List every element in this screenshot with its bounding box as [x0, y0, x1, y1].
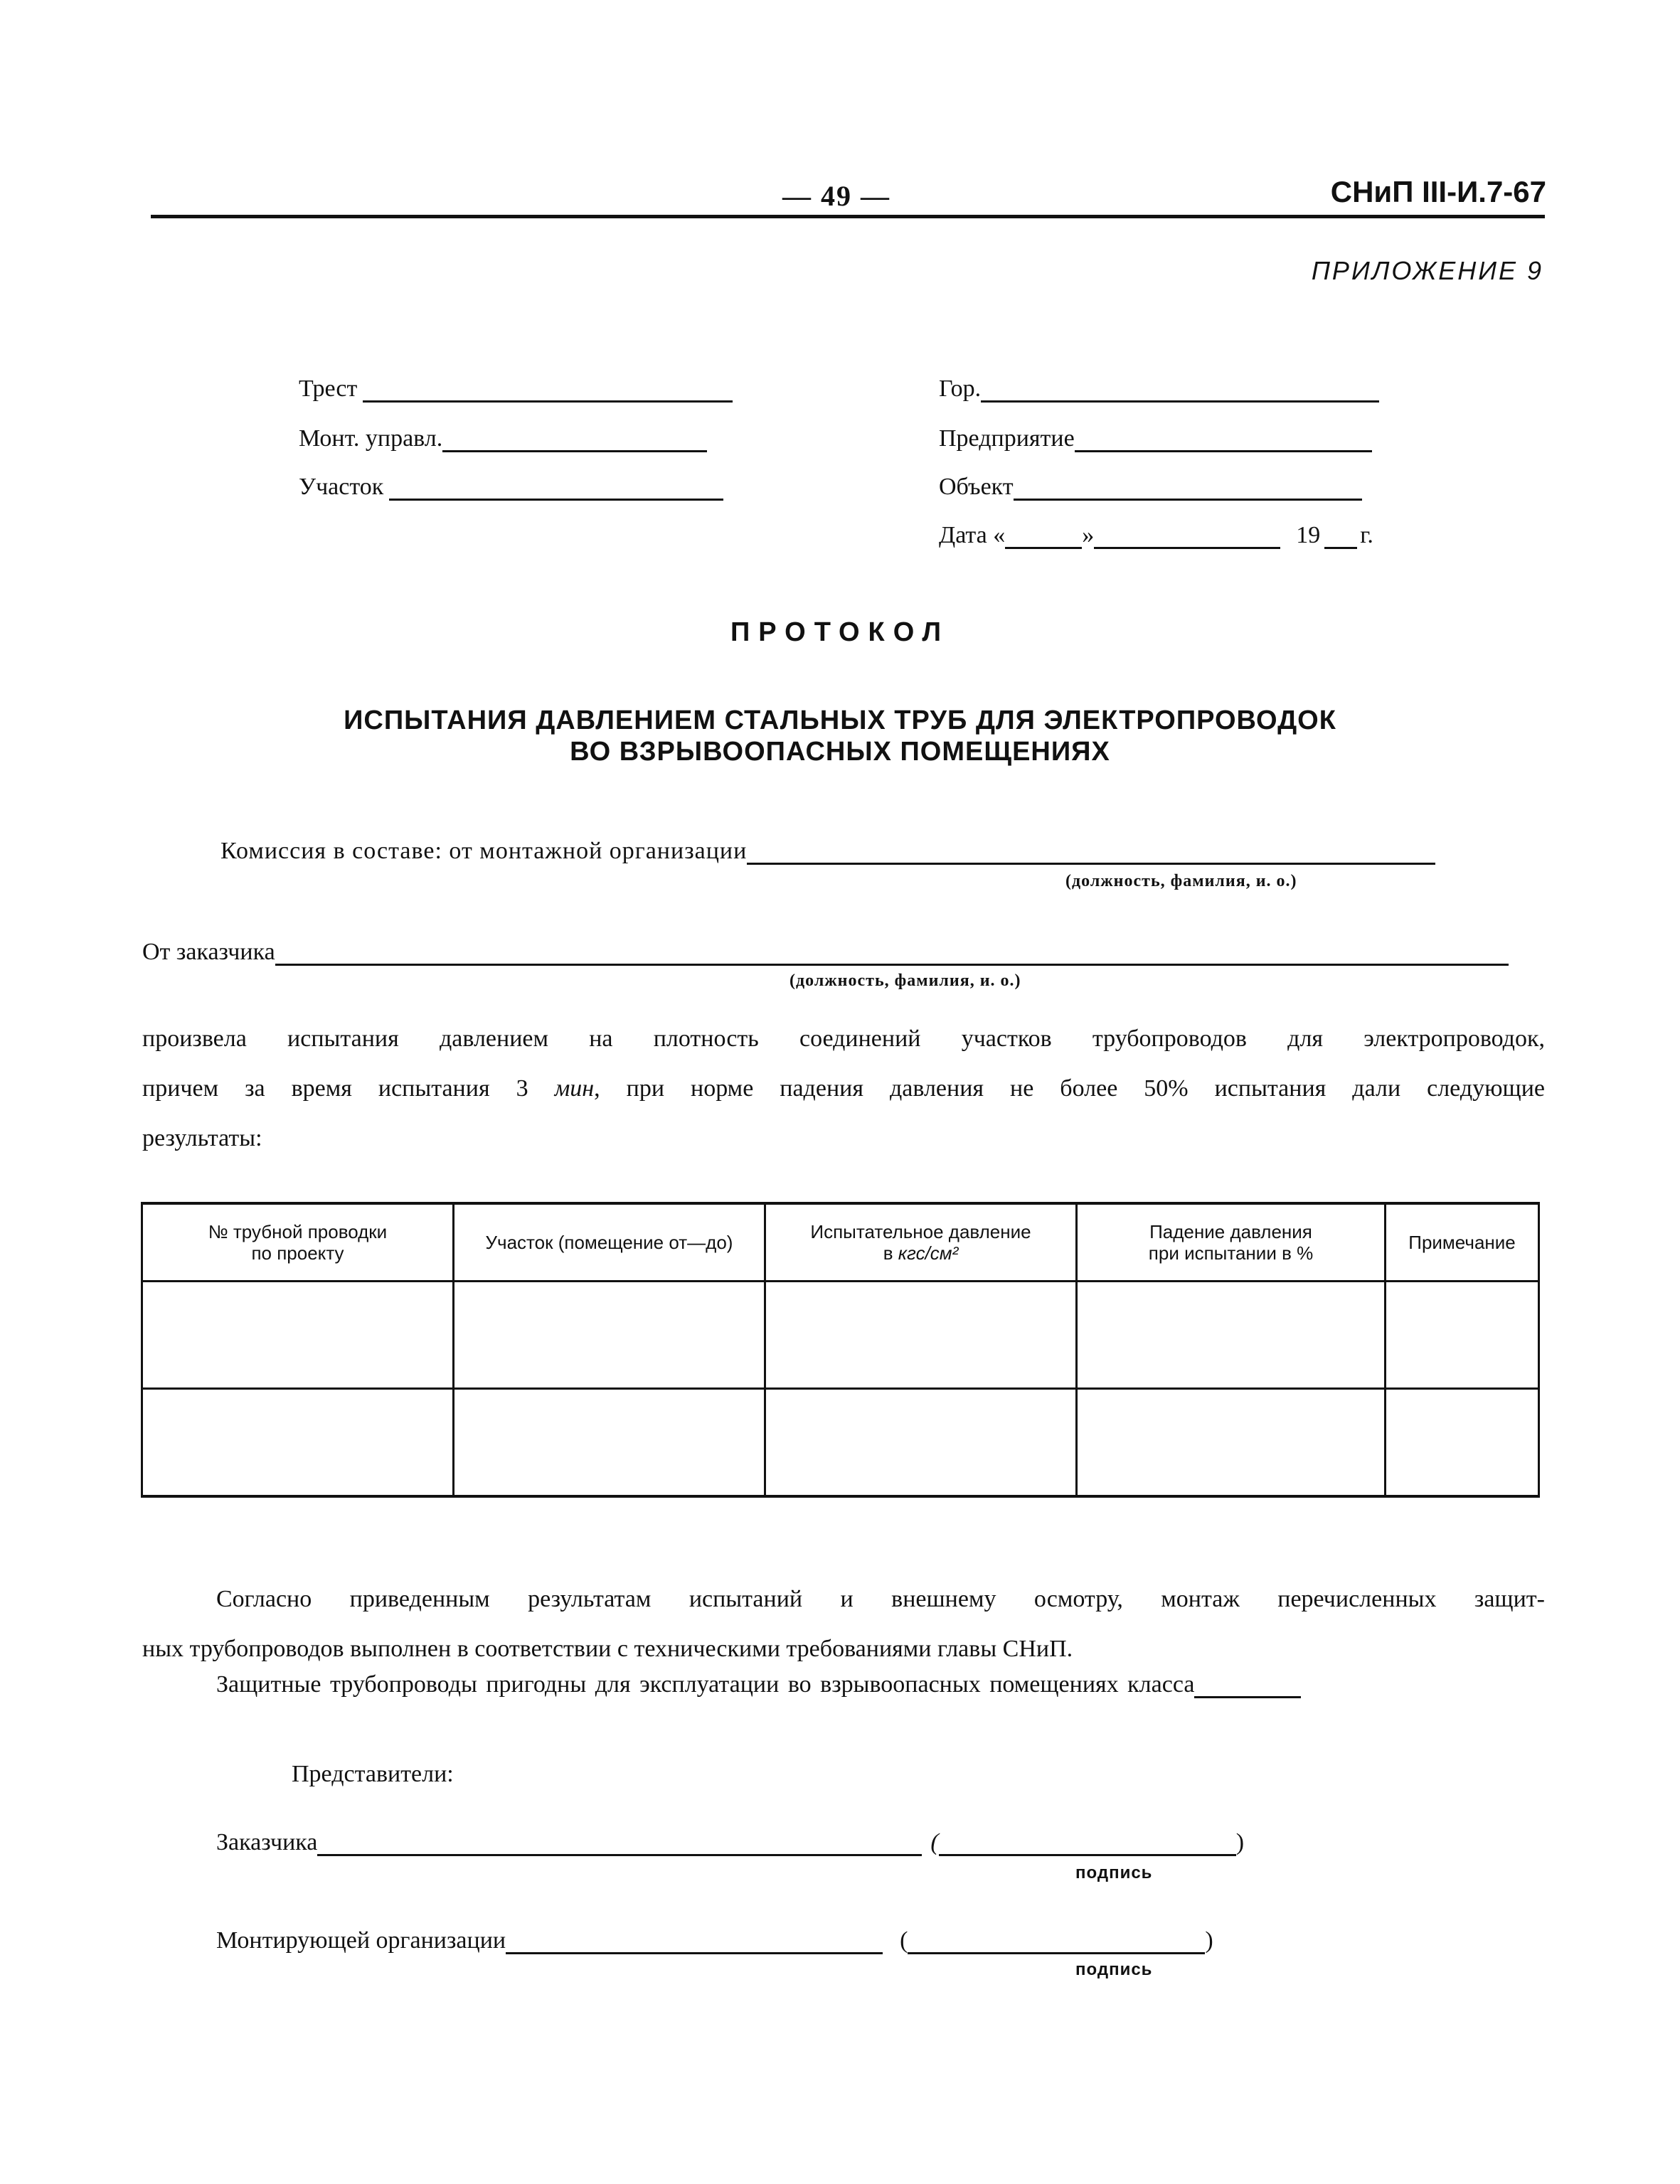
- obekt-label: Объект: [939, 474, 1014, 500]
- trust-field: [299, 375, 733, 403]
- intro-line2: [142, 1064, 1545, 1114]
- col-header-pipe-number: № трубной проводки по проекту: [142, 1203, 454, 1282]
- table-header-row: [142, 1203, 1539, 1282]
- uchastok-field: [299, 474, 723, 501]
- uchastok-blank[interactable]: [389, 477, 723, 501]
- col-header-test-pressure: Испытательное давление в кгс/см²: [765, 1203, 1077, 1282]
- customer-sign-label: Заказчика: [216, 1829, 318, 1855]
- customer-open-paren: (: [930, 1829, 939, 1855]
- trust-label: Трест: [299, 375, 358, 402]
- header-rule: [151, 215, 1545, 218]
- customer-signature-caption: подпись: [1075, 1863, 1153, 1882]
- date-day-blank[interactable]: [1005, 526, 1082, 549]
- predpriyatie-label: Предприятие: [939, 425, 1075, 452]
- appendix-label: ПРИЛОЖЕНИЕ 9: [1311, 256, 1543, 285]
- table-cell[interactable]: [142, 1389, 454, 1497]
- conclusion-paragraph: [142, 1575, 1545, 1674]
- class-blank[interactable]: [1194, 1675, 1301, 1698]
- intro-line3: результаты:: [142, 1125, 262, 1151]
- protocol-title: ПРОТОКОЛ: [730, 617, 950, 647]
- mont-upravl-label: Монт. управл.: [299, 425, 443, 452]
- intro-line1: произвела испытания давлением на плотность соединений участков трубопроводов для электропроводок,: [142, 1026, 1545, 1052]
- installer-name-blank[interactable]: [506, 1931, 883, 1954]
- conclusion-line2: ных трубопроводов выполнен в соответствии с техническими требованиями главы СНиП.: [142, 1636, 1073, 1662]
- table-row: [142, 1282, 1539, 1389]
- installer-open-paren: (: [900, 1927, 908, 1954]
- gor-field: [939, 375, 1379, 403]
- year-prefix: 19: [1296, 522, 1321, 548]
- representatives-label: Представители:: [292, 1761, 454, 1787]
- gor-blank[interactable]: [981, 379, 1379, 403]
- customer-signature-row: [216, 1829, 1244, 1856]
- commission-field: [220, 838, 1435, 865]
- table-cell[interactable]: [1077, 1389, 1386, 1497]
- customer-field: [142, 939, 1509, 966]
- protocol-subtitle-line1: ИСПЫТАНИЯ ДАВЛЕНИЕМ СТАЛЬНЫХ ТРУБ ДЛЯ ЭЛЕКТРОПРОВОДОК: [344, 705, 1336, 735]
- gor-label: Гор.: [939, 375, 982, 402]
- table-cell[interactable]: [1386, 1389, 1539, 1497]
- table-cell[interactable]: [765, 1282, 1077, 1389]
- predpriyatie-field: [939, 425, 1372, 452]
- mont-upravl-field: [299, 425, 707, 452]
- page-number: — 49 —: [782, 180, 890, 212]
- installer-sign-label: Монтирующей организации: [216, 1927, 506, 1954]
- document-code: СНиП III-И.7-67: [1330, 175, 1546, 208]
- installer-signature-row: [216, 1927, 1213, 1954]
- mont-upravl-blank[interactable]: [442, 429, 707, 452]
- col-header-section: Участок (помещение от—до): [454, 1203, 765, 1282]
- conclusion-line1: Согласно приведенным результатам испытаний и внешнему осмотру, монтаж перечисленных защит-: [216, 1586, 1545, 1612]
- table-cell[interactable]: [1386, 1282, 1539, 1389]
- table-cell[interactable]: [454, 1389, 765, 1497]
- predpriyatie-blank[interactable]: [1075, 429, 1372, 452]
- conclusion-line3: Защитные трубопроводы пригодны для эксплуатации во взрывоопасных помещениях класса: [216, 1671, 1195, 1698]
- customer-name-blank[interactable]: [317, 1833, 922, 1856]
- installer-signature-blank[interactable]: [908, 1931, 1205, 1954]
- installer-signature-caption: подпись: [1075, 1960, 1153, 1979]
- col-header-note: Примечание: [1386, 1203, 1539, 1282]
- date-month-blank[interactable]: [1094, 526, 1280, 549]
- table-cell[interactable]: [454, 1282, 765, 1389]
- protocol-subtitle-line2: ВО ВЗРЫВООПАСНЫХ ПОМЕЩЕНИЯХ: [570, 737, 1110, 767]
- table-cell[interactable]: [1077, 1282, 1386, 1389]
- customer-label: От заказчика: [142, 939, 275, 965]
- customer-blank[interactable]: [275, 942, 1509, 966]
- date-quote-close: »: [1082, 522, 1095, 548]
- table-row: [142, 1389, 1539, 1497]
- intro-line2-unit: мин: [554, 1075, 595, 1102]
- trust-blank[interactable]: [363, 379, 733, 403]
- class-field: [216, 1671, 1301, 1698]
- table-cell[interactable]: [142, 1282, 454, 1389]
- customer-signature-blank[interactable]: [939, 1833, 1236, 1856]
- commission-caption: (должность, фамилия, и. о.): [1065, 872, 1297, 890]
- results-table: [141, 1202, 1540, 1498]
- installer-close-paren: ): [1205, 1927, 1213, 1954]
- uchastok-label: Участок: [299, 474, 384, 500]
- year-blank[interactable]: [1324, 526, 1357, 549]
- col-header-pressure-drop: Падение давления при испытании в %: [1077, 1203, 1386, 1282]
- table-cell[interactable]: [765, 1389, 1077, 1497]
- intro-line2-a: причем за время испытания 3: [142, 1075, 528, 1102]
- commission-label: Комиссия в составе: от монтажной организации: [220, 838, 748, 864]
- year-suffix: г.: [1360, 522, 1373, 548]
- date-label: Дата «: [939, 522, 1006, 548]
- commission-blank[interactable]: [747, 841, 1435, 865]
- intro-paragraph: [142, 1014, 1545, 1163]
- obekt-field: [939, 474, 1362, 501]
- representatives-heading: [292, 1761, 454, 1788]
- customer-close-paren: ): [1235, 1829, 1245, 1855]
- customer-caption: (должность, фамилия, и. о.): [790, 971, 1021, 990]
- date-field: [939, 522, 1373, 549]
- obekt-blank[interactable]: [1014, 477, 1362, 501]
- intro-line2-b: , при норме падения давления не более 50% испытания дали следующие: [594, 1075, 1545, 1102]
